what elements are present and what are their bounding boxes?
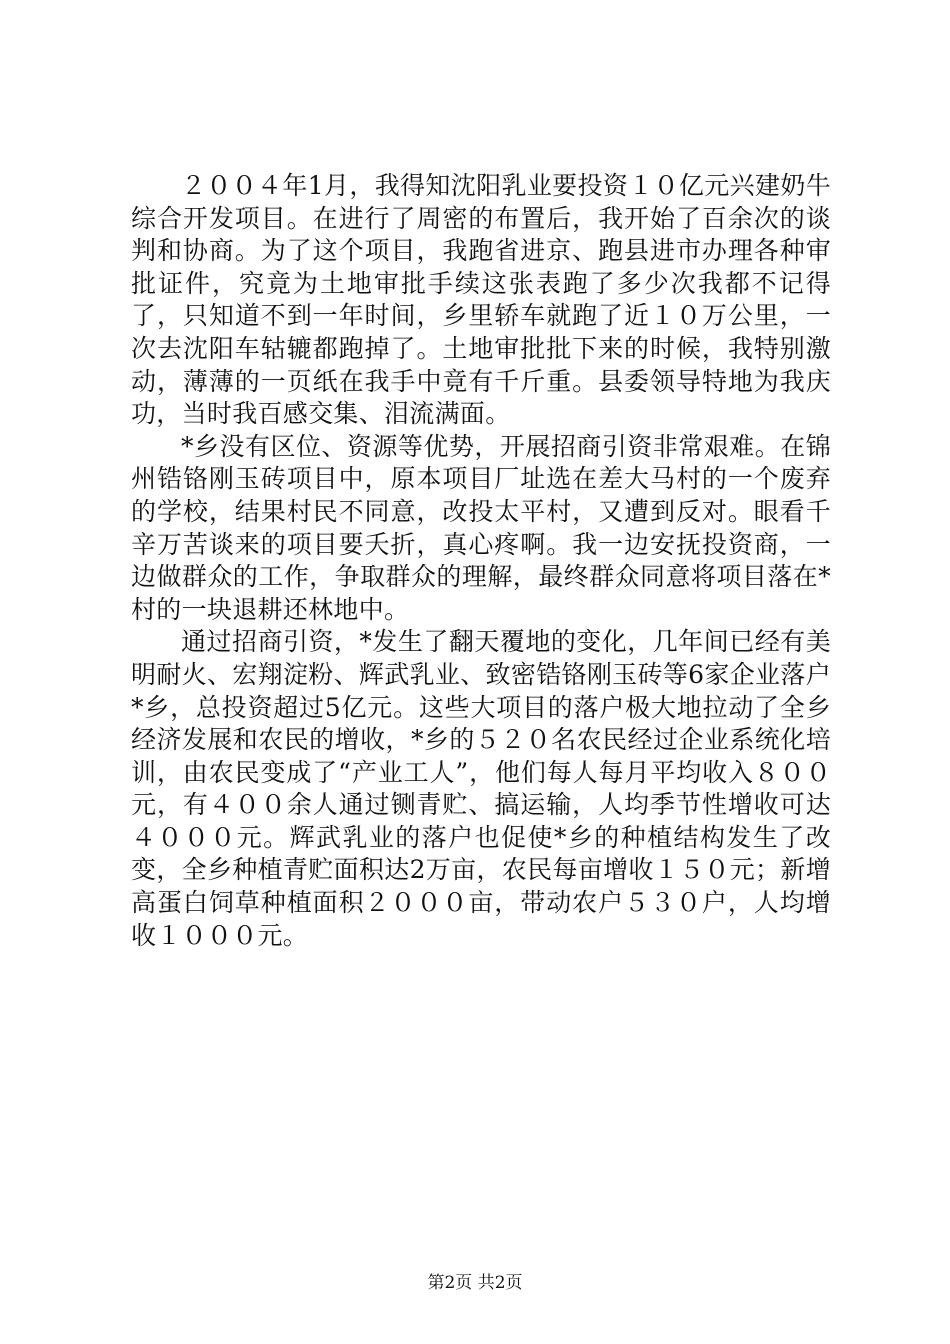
page-number: 第2页 共2页 — [427, 1273, 523, 1293]
paragraph-3: 通过招商引资，*发生了翻天覆地的变化，几年间已经有美明耐火、宏翔淀粉、辉武乳业、致密锆铬刚玉砖等6家企业落户*乡，总投资超过5亿元。这些大项目的落户极大地拉动了全乡经济发展和农民的增收，*乡的５２０名农民经过企业系统化培训，由农民变成了“产业工人”，他们每人每月平均收入８００元，有４００余人通过铡青贮、搞运输，人均季节性增收可达４０００元。辉武乳业的落户也促使*乡的种植结构发生了改变，全乡种植青贮面积达2万亩，农民每亩增收１５０元；新增高蛋白饲草种植面积２０００亩，带动农户５３０户，人均增收１０００元。 — [131, 627, 831, 950]
paragraph-1: ２００４年1月，我得知沈阳乳业要投资１０亿元兴建奶牛综合开发项目。在进行了周密的布置后，我开始了百余次的谈判和协商。为了这个项目，我跑省进京、跑县进市办理各种审批证件，究竟为土地审批手续这张表跑了多少次我都不记得了，只知道不到一年时间，乡里轿车就跑了近１０万公里，一次去沈阳车轱辘都跑掉了。土地审批批下来的时候，我特别激动，薄薄的一页纸在我手中竟有千斤重。县委领导特地为我庆功，当时我百感交集、泪流满面。 — [131, 171, 831, 429]
document-body — [131, 170, 831, 952]
paragraph-2: *乡没有区位、资源等优势，开展招商引资非常艰难。在锦州锆铬刚玉砖项目中，原本项目厂址选在差大马村的一个废弃的学校，结果村民不同意，改投太平村，又遭到反对。眼看千辛万苦谈来的项目要夭折，真心疼啊。我一边安抚投资商，一边做群众的工作，争取群众的理解，最终群众同意将项目落在*村的一块退耕还林地中。 — [131, 431, 831, 624]
